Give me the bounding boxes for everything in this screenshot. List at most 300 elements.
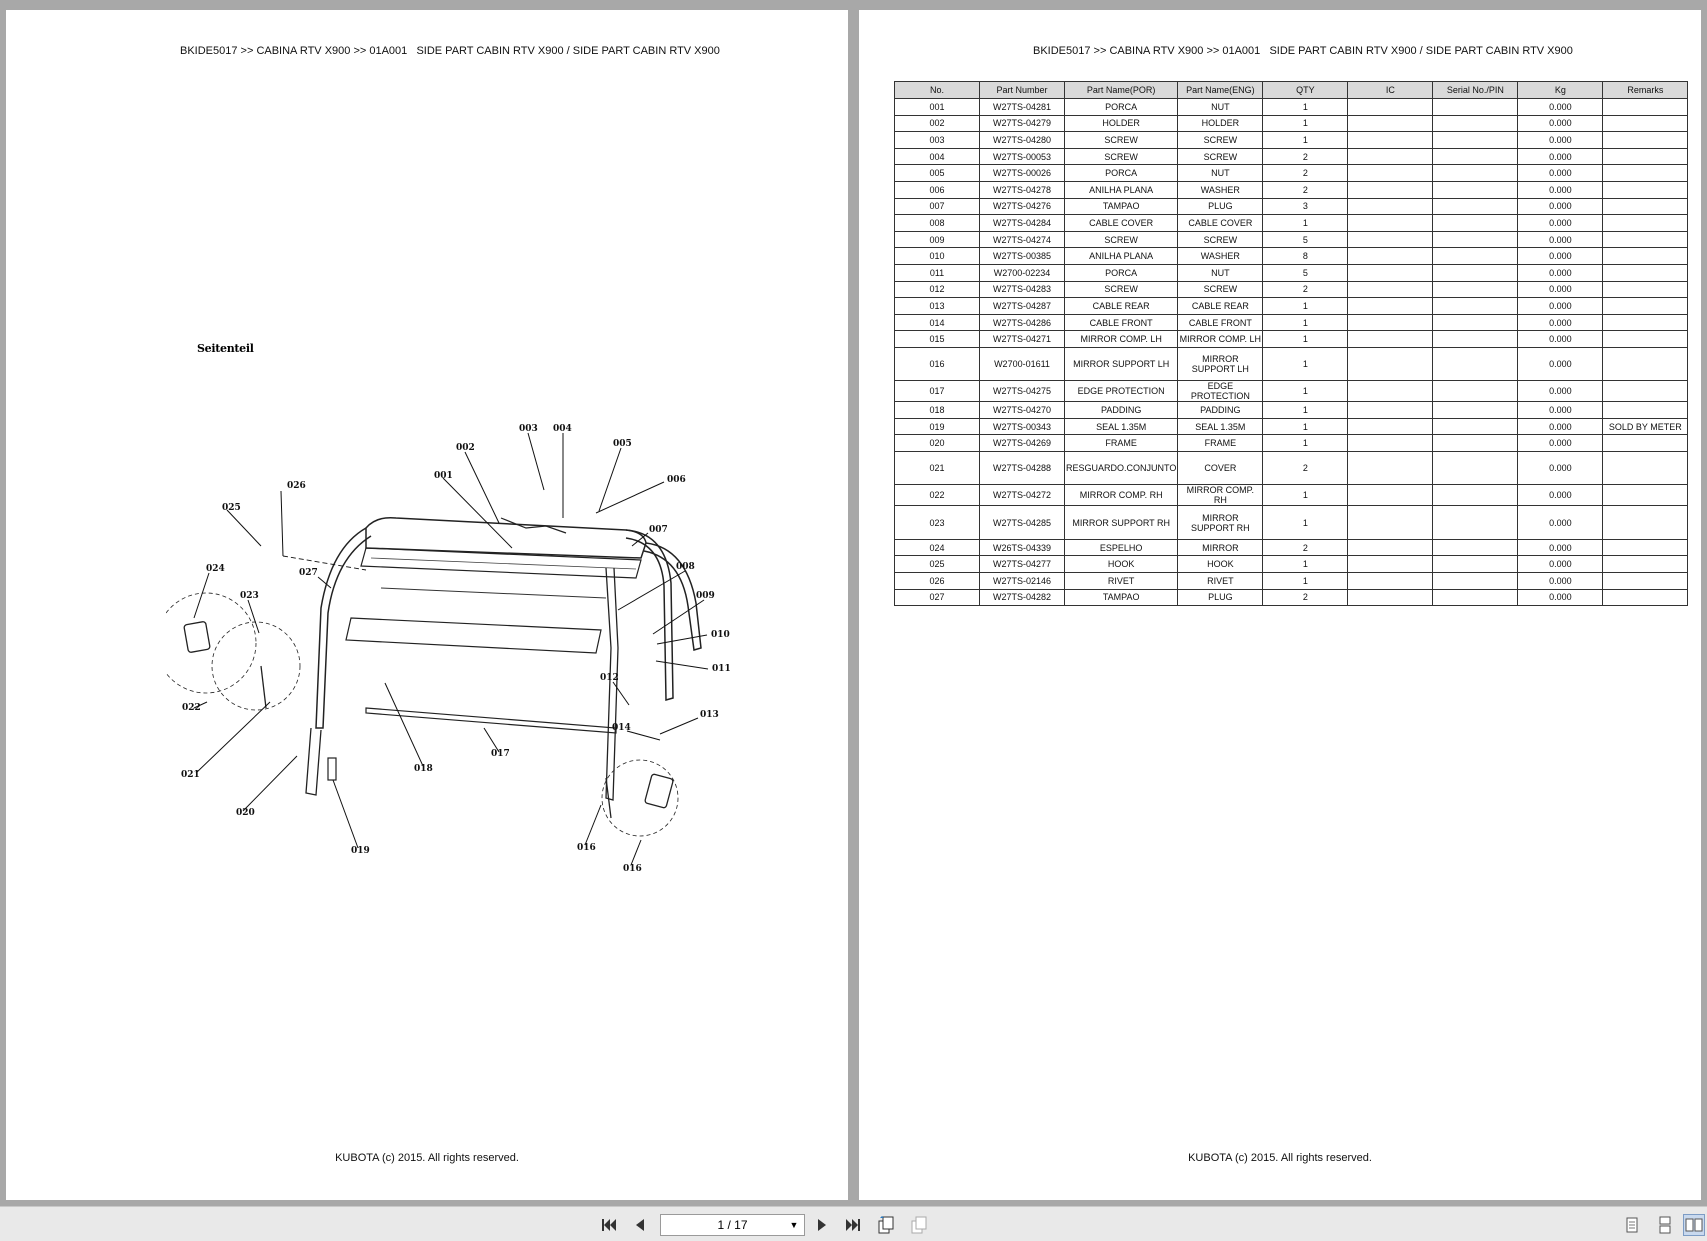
cell-ic	[1348, 485, 1433, 506]
callout-label: 013	[700, 710, 719, 720]
cell-qty: 1	[1263, 485, 1348, 506]
cell-ic	[1348, 314, 1433, 331]
cell-part-name-por: HOLDER	[1065, 115, 1178, 132]
cell-kg: 0.000	[1518, 298, 1603, 315]
cell-ic	[1348, 418, 1433, 435]
cell-serial	[1433, 264, 1518, 281]
cell-part-number: W27TS-04280	[980, 132, 1065, 149]
cell-no: 022	[895, 485, 980, 506]
table-row	[895, 452, 1688, 485]
cell-qty: 1	[1263, 215, 1348, 232]
callout-label: 019	[351, 846, 370, 856]
callout-label: 010	[711, 630, 730, 640]
page-number-select[interactable]	[660, 1214, 805, 1236]
cell-part-name-por: MIRROR SUPPORT RH	[1065, 506, 1178, 539]
cell-serial	[1433, 506, 1518, 539]
next-page-icon	[813, 1216, 831, 1234]
cell-serial	[1433, 99, 1518, 116]
left-page	[6, 10, 848, 1200]
cell-part-name-por: SEAL 1.35M	[1065, 418, 1178, 435]
cell-no: 023	[895, 506, 980, 539]
cell-part-name-eng: MIRROR COMP. RH	[1178, 485, 1263, 506]
cell-serial	[1433, 148, 1518, 165]
last-page-button[interactable]	[842, 1214, 864, 1236]
cell-part-number: W27TS-04281	[980, 99, 1065, 116]
callout-label: 021	[181, 770, 200, 780]
callout-label: 005	[613, 439, 632, 449]
cell-no: 014	[895, 314, 980, 331]
cell-part-name-eng: HOLDER	[1178, 115, 1263, 132]
callout-label: 016	[577, 843, 596, 853]
cell-qty: 1	[1263, 314, 1348, 331]
cell-part-name-eng: FRAME	[1178, 435, 1263, 452]
single-page-view-button[interactable]	[1621, 1214, 1643, 1236]
cell-part-name-por: HOOK	[1065, 556, 1178, 573]
cell-part-number: W27TS-04287	[980, 298, 1065, 315]
cell-part-name-por: ESPELHO	[1065, 539, 1178, 556]
cell-serial	[1433, 418, 1518, 435]
continuous-view-button[interactable]	[1654, 1214, 1676, 1236]
cell-serial	[1433, 573, 1518, 590]
cell-ic	[1348, 452, 1433, 485]
cell-kg: 0.000	[1518, 99, 1603, 116]
cell-ic	[1348, 215, 1433, 232]
callout-label: 004	[553, 424, 572, 434]
cell-serial	[1433, 198, 1518, 215]
cell-part-number: W2700-01611	[980, 347, 1065, 380]
cell-qty: 1	[1263, 435, 1348, 452]
table-row	[895, 99, 1688, 116]
cell-kg: 0.000	[1518, 402, 1603, 419]
cell-no: 003	[895, 132, 980, 149]
exploded-parts-diagram	[166, 408, 736, 888]
previous-page-button[interactable]	[629, 1214, 651, 1236]
cell-remarks	[1603, 165, 1688, 182]
cell-qty: 1	[1263, 298, 1348, 315]
cell-remarks	[1603, 281, 1688, 298]
cell-kg: 0.000	[1518, 506, 1603, 539]
cell-part-name-eng: RIVET	[1178, 573, 1263, 590]
two-page-view-icon	[1685, 1216, 1703, 1234]
col-header-part-name-eng: Part Name(ENG)	[1178, 82, 1263, 99]
callout-label: 027	[299, 568, 318, 578]
cell-part-number: W27TS-04270	[980, 402, 1065, 419]
cell-serial	[1433, 165, 1518, 182]
cell-ic	[1348, 264, 1433, 281]
table-row	[895, 539, 1688, 556]
cell-part-name-eng: SCREW	[1178, 231, 1263, 248]
cell-serial	[1433, 381, 1518, 402]
cell-part-name-por: ANILHA PLANA	[1065, 248, 1178, 265]
cell-remarks	[1603, 115, 1688, 132]
cell-part-name-eng: SEAL 1.35M	[1178, 418, 1263, 435]
cell-remarks: SOLD BY METER	[1603, 418, 1688, 435]
cell-part-name-por: MIRROR COMP. LH	[1065, 331, 1178, 348]
callout-label: 023	[240, 591, 259, 601]
cell-part-name-eng: COVER	[1178, 452, 1263, 485]
cell-remarks	[1603, 264, 1688, 281]
cell-qty: 8	[1263, 248, 1348, 265]
table-row	[895, 347, 1688, 380]
cell-serial	[1433, 331, 1518, 348]
cell-ic	[1348, 198, 1433, 215]
table-row	[895, 115, 1688, 132]
callout-label: 022	[182, 703, 201, 713]
cell-remarks	[1603, 347, 1688, 380]
cell-part-number: W27TS-04286	[980, 314, 1065, 331]
page-indicator: 1 / 17	[717, 1218, 748, 1232]
cell-kg: 0.000	[1518, 573, 1603, 590]
cell-serial	[1433, 215, 1518, 232]
cell-kg: 0.000	[1518, 485, 1603, 506]
cell-no: 025	[895, 556, 980, 573]
cell-no: 021	[895, 452, 980, 485]
cell-remarks	[1603, 556, 1688, 573]
cell-serial	[1433, 539, 1518, 556]
cell-ic	[1348, 298, 1433, 315]
cell-part-number: W27TS-04272	[980, 485, 1065, 506]
cell-part-name-eng: SCREW	[1178, 132, 1263, 149]
callout-label: 007	[649, 525, 668, 535]
cell-ic	[1348, 402, 1433, 419]
rotate-disabled-icon	[909, 1215, 929, 1235]
cell-part-name-eng: NUT	[1178, 264, 1263, 281]
col-header-part-name-por: Part Name(POR)	[1065, 82, 1178, 99]
cell-part-name-por: SCREW	[1065, 281, 1178, 298]
cell-part-number: W27TS-04279	[980, 115, 1065, 132]
cell-part-number: W27TS-04282	[980, 589, 1065, 606]
table-row	[895, 589, 1688, 606]
cell-part-name-eng: PADDING	[1178, 402, 1263, 419]
cell-part-name-por: CABLE REAR	[1065, 298, 1178, 315]
table-row	[895, 148, 1688, 165]
cell-no: 027	[895, 589, 980, 606]
cell-remarks	[1603, 589, 1688, 606]
cell-part-number: W2700-02234	[980, 264, 1065, 281]
cell-kg: 0.000	[1518, 539, 1603, 556]
cell-qty: 1	[1263, 132, 1348, 149]
cell-part-number: W27TS-04288	[980, 452, 1065, 485]
cell-part-number: W27TS-04283	[980, 281, 1065, 298]
chevron-down-icon: ▼	[789, 1220, 799, 1230]
cell-part-name-eng: HOOK	[1178, 556, 1263, 573]
cell-kg: 0.000	[1518, 435, 1603, 452]
callout-label: 006	[667, 475, 686, 485]
col-header-part-number: Part Number	[980, 82, 1065, 99]
col-header-qty: QTY	[1263, 82, 1348, 99]
cell-ic	[1348, 506, 1433, 539]
cell-qty: 1	[1263, 573, 1348, 590]
cell-part-name-eng: PLUG	[1178, 589, 1263, 606]
cell-part-name-eng: MIRROR	[1178, 539, 1263, 556]
rotate-icon	[876, 1215, 896, 1235]
cell-kg: 0.000	[1518, 347, 1603, 380]
cell-kg: 0.000	[1518, 181, 1603, 198]
table-row	[895, 231, 1688, 248]
col-header-no: No.	[895, 82, 980, 99]
cell-part-name-por: ANILHA PLANA	[1065, 181, 1178, 198]
footer-copyright: KUBOTA (c) 2015. All rights reserved.	[1188, 1152, 1372, 1164]
callout-label: 011	[712, 664, 731, 674]
callout-label: 018	[414, 764, 433, 774]
cell-remarks	[1603, 298, 1688, 315]
cell-part-number: W27TS-00026	[980, 165, 1065, 182]
cell-part-name-por: PORCA	[1065, 264, 1178, 281]
cell-no: 013	[895, 298, 980, 315]
cell-kg: 0.000	[1518, 281, 1603, 298]
cell-kg: 0.000	[1518, 215, 1603, 232]
first-page-icon	[600, 1216, 618, 1234]
breadcrumb: BKIDE5017 >> CABINA RTV X900 >> 01A001 SIDE PART CABIN RTV X900 / SIDE PART CABIN RTV X900	[180, 45, 720, 57]
table-row	[895, 402, 1688, 419]
cell-part-number: W27TS-04271	[980, 331, 1065, 348]
cell-qty: 3	[1263, 198, 1348, 215]
cell-remarks	[1603, 198, 1688, 215]
cell-qty: 1	[1263, 506, 1348, 539]
cell-part-name-eng: MIRROR COMP. LH	[1178, 331, 1263, 348]
cell-kg: 0.000	[1518, 331, 1603, 348]
cell-kg: 0.000	[1518, 556, 1603, 573]
cell-qty: 2	[1263, 148, 1348, 165]
cell-serial	[1433, 347, 1518, 380]
cell-part-name-eng: NUT	[1178, 99, 1263, 116]
cell-remarks	[1603, 435, 1688, 452]
cell-part-number: W27TS-02146	[980, 573, 1065, 590]
cell-serial	[1433, 314, 1518, 331]
cell-remarks	[1603, 132, 1688, 149]
callout-label: 008	[676, 562, 695, 572]
table-row	[895, 198, 1688, 215]
continuous-view-icon	[1656, 1216, 1674, 1234]
callout-label: 009	[696, 591, 715, 601]
cell-remarks	[1603, 99, 1688, 116]
cell-serial	[1433, 452, 1518, 485]
breadcrumb: BKIDE5017 >> CABINA RTV X900 >> 01A001 SIDE PART CABIN RTV X900 / SIDE PART CABIN RTV X900	[1033, 45, 1573, 57]
cell-remarks	[1603, 231, 1688, 248]
cell-ic	[1348, 99, 1433, 116]
cell-qty: 2	[1263, 165, 1348, 182]
cell-part-number: W27TS-04274	[980, 231, 1065, 248]
cell-part-name-eng: NUT	[1178, 165, 1263, 182]
cell-remarks	[1603, 381, 1688, 402]
callout-label: 025	[222, 503, 241, 513]
col-header-kg: Kg	[1518, 82, 1603, 99]
cell-ic	[1348, 589, 1433, 606]
cell-ic	[1348, 435, 1433, 452]
cell-qty: 1	[1263, 402, 1348, 419]
last-page-icon	[844, 1216, 862, 1234]
cell-qty: 2	[1263, 539, 1348, 556]
cell-kg: 0.000	[1518, 148, 1603, 165]
cell-part-name-eng: WASHER	[1178, 248, 1263, 265]
cell-part-name-por: SCREW	[1065, 132, 1178, 149]
cell-qty: 2	[1263, 589, 1348, 606]
cell-remarks	[1603, 452, 1688, 485]
cell-part-name-por: FRAME	[1065, 435, 1178, 452]
col-header-serial: Serial No./PIN	[1433, 82, 1518, 99]
table-row	[895, 314, 1688, 331]
cell-no: 010	[895, 248, 980, 265]
cell-ic	[1348, 248, 1433, 265]
cell-kg: 0.000	[1518, 198, 1603, 215]
cell-part-name-por: EDGE PROTECTION	[1065, 381, 1178, 402]
cell-part-name-eng: MIRROR SUPPORT RH	[1178, 506, 1263, 539]
cell-part-name-por: PORCA	[1065, 165, 1178, 182]
single-page-view-icon	[1623, 1216, 1641, 1234]
cell-ic	[1348, 115, 1433, 132]
callout-label: 017	[491, 749, 510, 759]
cell-kg: 0.000	[1518, 418, 1603, 435]
cell-no: 009	[895, 231, 980, 248]
cell-serial	[1433, 248, 1518, 265]
cell-no: 024	[895, 539, 980, 556]
cell-kg: 0.000	[1518, 115, 1603, 132]
cell-no: 007	[895, 198, 980, 215]
cell-part-name-por: PORCA	[1065, 99, 1178, 116]
cell-no: 005	[895, 165, 980, 182]
cell-qty: 2	[1263, 452, 1348, 485]
cell-remarks	[1603, 148, 1688, 165]
cell-part-name-eng: SCREW	[1178, 281, 1263, 298]
cell-ic	[1348, 181, 1433, 198]
cell-ic	[1348, 381, 1433, 402]
cell-ic	[1348, 573, 1433, 590]
two-page-view-button[interactable]	[1683, 1214, 1705, 1236]
callout-label: 012	[600, 673, 619, 683]
cell-part-name-por: TAMPAO	[1065, 589, 1178, 606]
cell-no: 001	[895, 99, 980, 116]
cell-part-name-eng: PLUG	[1178, 198, 1263, 215]
callout-label: 014	[612, 723, 631, 733]
cell-ic	[1348, 231, 1433, 248]
cell-kg: 0.000	[1518, 248, 1603, 265]
cell-qty: 1	[1263, 381, 1348, 402]
table-row	[895, 281, 1688, 298]
cell-part-name-eng: WASHER	[1178, 181, 1263, 198]
cell-part-number: W26TS-04339	[980, 539, 1065, 556]
callout-label: 002	[456, 443, 475, 453]
cell-serial	[1433, 132, 1518, 149]
callout-label: 001	[434, 471, 453, 481]
table-row	[895, 331, 1688, 348]
cell-serial	[1433, 485, 1518, 506]
cell-serial	[1433, 281, 1518, 298]
callout-label: 020	[236, 808, 255, 818]
rotate-button[interactable]	[875, 1214, 897, 1236]
cell-no: 002	[895, 115, 980, 132]
cell-part-number: W27TS-04285	[980, 506, 1065, 539]
footer-copyright: KUBOTA (c) 2015. All rights reserved.	[335, 1152, 519, 1164]
cell-serial	[1433, 115, 1518, 132]
viewer-toolbar	[0, 1206, 1707, 1241]
cell-kg: 0.000	[1518, 165, 1603, 182]
cell-no: 015	[895, 331, 980, 348]
cell-kg: 0.000	[1518, 132, 1603, 149]
cell-part-name-eng: CABLE COVER	[1178, 215, 1263, 232]
table-row	[895, 248, 1688, 265]
callout-label: 026	[287, 481, 306, 491]
cell-part-number: W27TS-00385	[980, 248, 1065, 265]
cell-part-name-por: TAMPAO	[1065, 198, 1178, 215]
next-page-button[interactable]	[811, 1214, 833, 1236]
table-row	[895, 215, 1688, 232]
diagram-title: Seitenteil	[197, 342, 254, 355]
rotate-disabled-button[interactable]	[908, 1214, 930, 1236]
cell-serial	[1433, 589, 1518, 606]
cell-part-number: W27TS-04276	[980, 198, 1065, 215]
cell-remarks	[1603, 331, 1688, 348]
cell-part-number: W27TS-04284	[980, 215, 1065, 232]
table-row	[895, 418, 1688, 435]
cell-part-name-eng: EDGE PROTECTION	[1178, 381, 1263, 402]
cell-qty: 1	[1263, 556, 1348, 573]
cell-part-name-por: CABLE COVER	[1065, 215, 1178, 232]
cell-qty: 1	[1263, 331, 1348, 348]
cell-remarks	[1603, 402, 1688, 419]
cell-part-name-por: PADDING	[1065, 402, 1178, 419]
cell-qty: 1	[1263, 347, 1348, 380]
cell-part-name-por: SCREW	[1065, 148, 1178, 165]
cell-ic	[1348, 347, 1433, 380]
cell-part-name-por: MIRROR SUPPORT LH	[1065, 347, 1178, 380]
cell-qty: 1	[1263, 418, 1348, 435]
table-header-row	[895, 82, 1688, 99]
cell-no: 018	[895, 402, 980, 419]
cell-part-number: W27TS-04277	[980, 556, 1065, 573]
cell-qty: 5	[1263, 231, 1348, 248]
table-row	[895, 381, 1688, 402]
table-row	[895, 165, 1688, 182]
right-page	[859, 10, 1701, 1200]
cell-kg: 0.000	[1518, 452, 1603, 485]
cell-serial	[1433, 556, 1518, 573]
cell-no: 011	[895, 264, 980, 281]
table-row	[895, 485, 1688, 506]
cell-part-number: W27TS-00343	[980, 418, 1065, 435]
table-row	[895, 556, 1688, 573]
cell-no: 006	[895, 181, 980, 198]
cell-part-name-eng: MIRROR SUPPORT LH	[1178, 347, 1263, 380]
cell-ic	[1348, 165, 1433, 182]
first-page-button[interactable]	[598, 1214, 620, 1236]
cell-part-name-eng: SCREW	[1178, 148, 1263, 165]
cell-serial	[1433, 231, 1518, 248]
cell-serial	[1433, 298, 1518, 315]
cell-serial	[1433, 181, 1518, 198]
callout-label: 003	[519, 424, 538, 434]
cell-kg: 0.000	[1518, 264, 1603, 281]
cell-part-name-por: RESGUARDO.CONJUNTO	[1065, 452, 1178, 485]
cell-kg: 0.000	[1518, 589, 1603, 606]
cell-no: 004	[895, 148, 980, 165]
cell-no: 020	[895, 435, 980, 452]
cell-part-name-por: MIRROR COMP. RH	[1065, 485, 1178, 506]
cell-qty: 2	[1263, 281, 1348, 298]
cell-ic	[1348, 331, 1433, 348]
table-row	[895, 573, 1688, 590]
cell-remarks	[1603, 181, 1688, 198]
cell-serial	[1433, 402, 1518, 419]
col-header-ic: IC	[1348, 82, 1433, 99]
cell-no: 016	[895, 347, 980, 380]
cell-remarks	[1603, 314, 1688, 331]
cell-no: 012	[895, 281, 980, 298]
cell-part-name-por: CABLE FRONT	[1065, 314, 1178, 331]
table-row	[895, 181, 1688, 198]
cell-ic	[1348, 556, 1433, 573]
cell-qty: 5	[1263, 264, 1348, 281]
cell-part-number: W27TS-04275	[980, 381, 1065, 402]
